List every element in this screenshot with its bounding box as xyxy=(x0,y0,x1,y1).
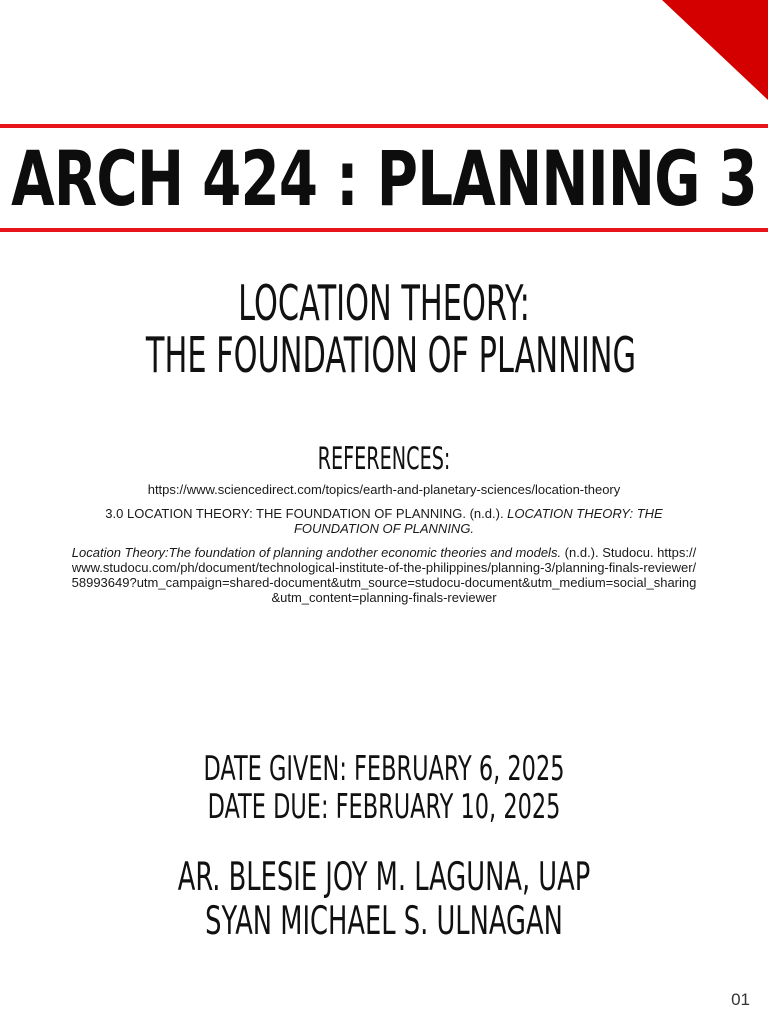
reference-2-italic-title: LOCATION THEORY: THE FOUNDATION OF PLANNING. xyxy=(293,506,663,536)
reference-item xyxy=(70,482,698,497)
topic-title-line-2: THE FOUNDATION OF PLANNING xyxy=(145,327,637,384)
page-number: 01 xyxy=(731,990,750,1009)
corner-triangle-decoration xyxy=(662,0,768,100)
date-given: DATE GIVEN: FEBRUARY 6, 2025 xyxy=(203,749,565,789)
instructor-name: AR. BLESIE JOY M. LAGUNA, UAP xyxy=(177,855,591,900)
dates-block xyxy=(131,750,638,826)
title-bottom-rule xyxy=(0,228,768,232)
topic-title-line-1: LOCATION THEORY: xyxy=(238,275,530,332)
names-block xyxy=(131,856,638,944)
reference-3-italic-title: Location Theory:The foundation of planning andother economic theories and models. xyxy=(71,545,562,560)
reference-1-text: https://www.sciencedirect.com/topics/earth-and-planetary-sciences/location-theory xyxy=(147,482,621,497)
reference-item xyxy=(70,545,698,605)
topic-title xyxy=(145,275,637,384)
date-due: DATE DUE: FEBRUARY 10, 2025 xyxy=(207,787,561,827)
course-title: ARCH 424 : PLANNING 3 xyxy=(11,133,757,223)
reference-2-text: 3.0 LOCATION THEORY: THE FOUNDATION OF PLANNING. (n.d.). xyxy=(105,506,508,521)
reference-item xyxy=(70,506,698,536)
references-heading: REFERENCES: xyxy=(317,441,451,477)
student-name: SYAN MICHAEL S. ULNAGAN xyxy=(205,899,563,944)
reference-3-text: (n.d.). Studocu. https://www.studocu.com/ph/document/technological-institute-of-the-philippines/planning-3/planning-finals-reviewer/58993649?utm_campaign=shared-document&utm_source=studocu-document&utm_medium=social_sharing&utm_content=planning-finals-reviewer xyxy=(71,545,697,605)
references-list xyxy=(70,482,698,614)
